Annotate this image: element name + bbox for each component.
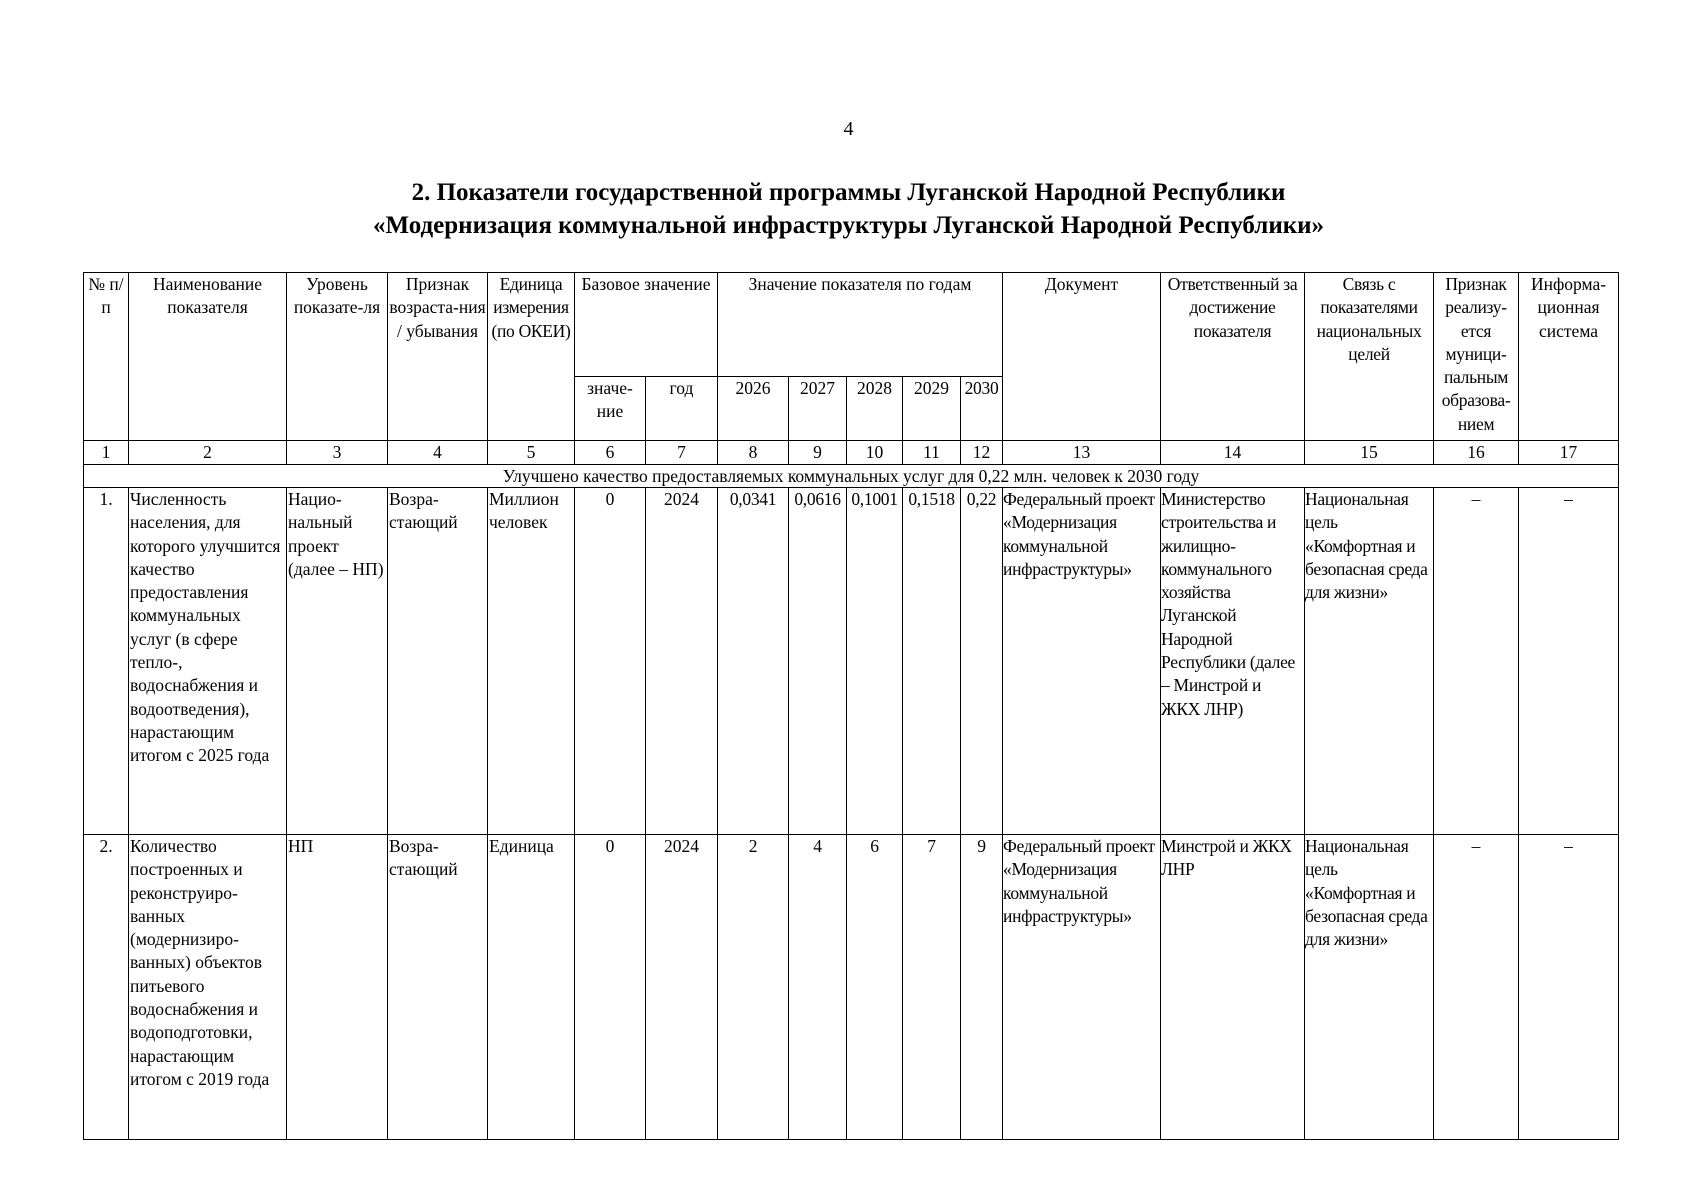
base-value: 0 <box>575 488 646 835</box>
indicator-level: НП <box>287 835 388 1140</box>
title-line-2: «Модернизация коммунальной инфраструктуры Луганской Народной Республики» <box>372 212 1325 239</box>
column-number: 10 <box>847 441 903 465</box>
header-base: Базовое значение <box>575 273 718 377</box>
header-year-2027: 2027 <box>789 377 847 441</box>
page-title <box>0 176 1697 242</box>
row-num: 1. <box>84 488 129 835</box>
indicator-sign: Возра-стающий <box>388 488 488 835</box>
header-name: Наименование показателя <box>129 273 287 441</box>
indicator-name: Численность населения, для которого улучшится качество предоставления коммунальных услуг (в сфере тепло-, водоснабжения и водоотведения), нарастающим итогом с 2025 года <box>129 488 287 835</box>
document: Федеральный проект «Модернизация коммунальной инфраструктуры» <box>1003 488 1161 835</box>
title-line-1: 2. Показатели государственной программы Луганской Народной Республики <box>411 179 1286 206</box>
document: Федеральный проект «Модернизация коммунальной инфраструктуры» <box>1003 835 1161 1140</box>
header-year-2026: 2026 <box>718 377 789 441</box>
national-goal-link: Национальная цель «Комфортная и безопасная среда для жизни» <box>1305 488 1434 835</box>
column-number: 4 <box>388 441 488 465</box>
header-values-by-year: Значение показателя по годам <box>718 273 1003 377</box>
municipal-flag: – <box>1434 488 1519 835</box>
value-2029: 0,1518 <box>903 488 961 835</box>
indicator-name: Количество построенных и реконструиро-ванных (модернизиро-ванных) объектов питьевого водоснабжения и водоподготовки, нарастающим итогом с 2019 года <box>129 835 287 1140</box>
column-number: 8 <box>718 441 789 465</box>
header-year-2028: 2028 <box>847 377 903 441</box>
header-base-value: значе-ние <box>575 377 646 441</box>
info-system: – <box>1519 835 1619 1140</box>
value-2029: 7 <box>903 835 961 1140</box>
column-number: 6 <box>575 441 646 465</box>
indicator-level: Нацио-нальный проект (далее – НП) <box>287 488 388 835</box>
header-row-1 <box>84 273 1619 377</box>
header-num: № п/п <box>84 273 129 441</box>
column-number: 15 <box>1305 441 1434 465</box>
base-year: 2024 <box>646 835 718 1140</box>
section-row <box>84 465 1619 488</box>
header-municipal: Признак реализу-ется муници-пальным образова-нием <box>1434 273 1519 441</box>
column-number: 17 <box>1519 441 1619 465</box>
column-number: 1 <box>84 441 129 465</box>
value-2026: 0,0341 <box>718 488 789 835</box>
column-number: 13 <box>1003 441 1161 465</box>
column-number-row <box>84 441 1619 465</box>
column-number: 9 <box>789 441 847 465</box>
indicator-unit: Миллион человек <box>488 488 575 835</box>
header-info-system: Информа-ционная система <box>1519 273 1619 441</box>
column-number: 3 <box>287 441 388 465</box>
header-year-2029: 2029 <box>903 377 961 441</box>
row-num: 2. <box>84 835 129 1140</box>
value-2026: 2 <box>718 835 789 1140</box>
header-document: Документ <box>1003 273 1161 441</box>
base-value: 0 <box>575 835 646 1140</box>
column-number: 7 <box>646 441 718 465</box>
header-link: Связь с показателями национальных целей <box>1305 273 1434 441</box>
table-row <box>84 835 1619 1140</box>
municipal-flag: – <box>1434 835 1519 1140</box>
column-number: 5 <box>488 441 575 465</box>
indicator-unit: Единица <box>488 835 575 1140</box>
header-year-2030: 2030 <box>961 377 1003 441</box>
responsible: Министерство строительства и жилищно-коммунального хозяйства Луганской Народной Республики (далее – Минстрой и ЖКХ ЛНР) <box>1161 488 1305 835</box>
column-number: 12 <box>961 441 1003 465</box>
value-2028: 6 <box>847 835 903 1140</box>
section-title: Улучшено качество предоставляемых коммунальных услуг для 0,22 млн. человек к 2030 году <box>84 465 1619 488</box>
value-2030: 9 <box>961 835 1003 1140</box>
column-number: 16 <box>1434 441 1519 465</box>
column-number: 14 <box>1161 441 1305 465</box>
indicator-sign: Возра-стающий <box>388 835 488 1140</box>
page-number: 4 <box>843 118 854 140</box>
header-sign: Признак возраста-ния / убывания <box>388 273 488 441</box>
header-unit: Единица измерения (по ОКЕИ) <box>488 273 575 441</box>
column-number: 2 <box>129 441 287 465</box>
header-level: Уровень показате-ля <box>287 273 388 441</box>
header-base-year: год <box>646 377 718 441</box>
table-row <box>84 488 1619 835</box>
national-goal-link: Национальная цель «Комфортная и безопасная среда для жизни» <box>1305 835 1434 1140</box>
value-2030: 0,22 <box>961 488 1003 835</box>
column-number: 11 <box>903 441 961 465</box>
value-2027: 4 <box>789 835 847 1140</box>
indicators-table <box>83 272 1619 1140</box>
header-responsible: Ответственный за достижение показателя <box>1161 273 1305 441</box>
responsible: Минстрой и ЖКХ ЛНР <box>1161 835 1305 1140</box>
info-system: – <box>1519 488 1619 835</box>
base-year: 2024 <box>646 488 718 835</box>
value-2027: 0,0616 <box>789 488 847 835</box>
value-2028: 0,1001 <box>847 488 903 835</box>
